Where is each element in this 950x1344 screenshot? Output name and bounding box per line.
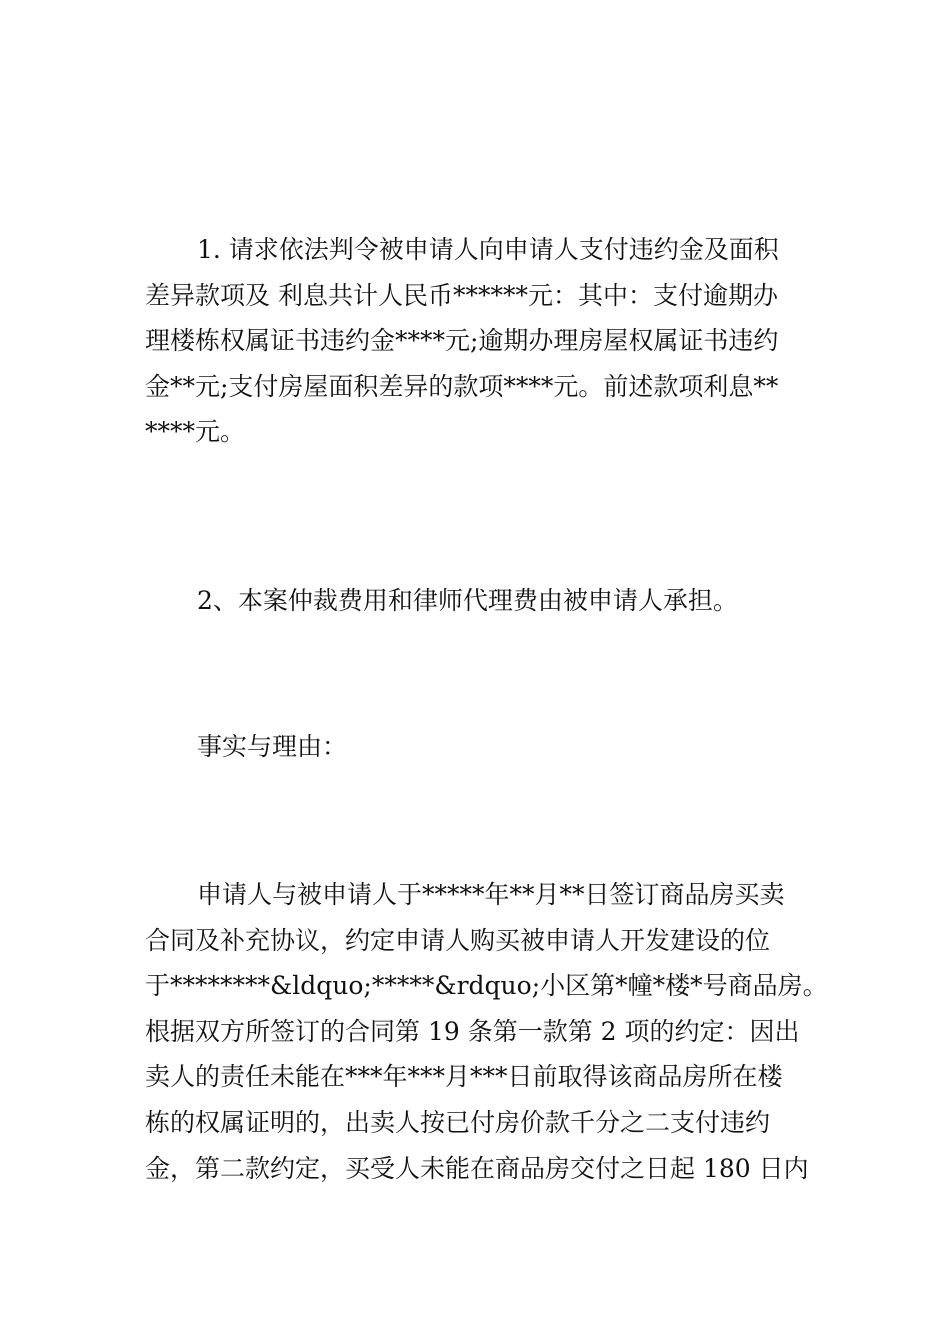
text-line: 于********&ldquo;*****&rdquo;小区第*幢*楼*号商品房。 xyxy=(145,971,828,1001)
text-line: 卖人的责任未能在***年***月***日前取得该商品房所在楼 xyxy=(145,1062,783,1092)
text-line: 金**元;支付房屋面积差异的款项****元。前述款项利息** xyxy=(145,371,779,401)
text-line: 根据双方所签订的合同第 19 条第一款第 2 项的约定：因出 xyxy=(145,1016,800,1046)
text-line: 差异款项及 利息共计人民币******元：其中：支付逾期办 xyxy=(145,280,778,310)
text-line: 合同及补充协议，约定申请人购买被申请人开发建设的位 xyxy=(145,925,771,955)
text-line: 2、本案仲裁费用和律师代理费由被申请人承担。 xyxy=(197,586,738,615)
paragraph-facts xyxy=(145,872,828,1191)
text-line: 申请人与被申请人于*****年**月**日签订商品房买卖 xyxy=(197,880,785,909)
text-line: 理楼栋权属证书违约金****元;逾期办理房屋权属证书违约 xyxy=(145,326,779,356)
paragraph-claim-2 xyxy=(145,578,810,624)
section-heading-facts-and-reasons xyxy=(145,724,810,770)
text-line: 金，第二款约定，买受人未能在商品房交付之日起 180 日内 xyxy=(145,1153,809,1183)
paragraph-claim-1 xyxy=(145,227,810,455)
text-line: 事实与理由： xyxy=(197,732,348,761)
text-line: ****元。 xyxy=(145,417,246,447)
text-line: 栋的权属证明的，出卖人按已付房价款千分之二支付违约 xyxy=(145,1107,771,1137)
text-line: 1. 请求依法判令被申请人向申请人支付违约金及面积 xyxy=(197,235,779,264)
